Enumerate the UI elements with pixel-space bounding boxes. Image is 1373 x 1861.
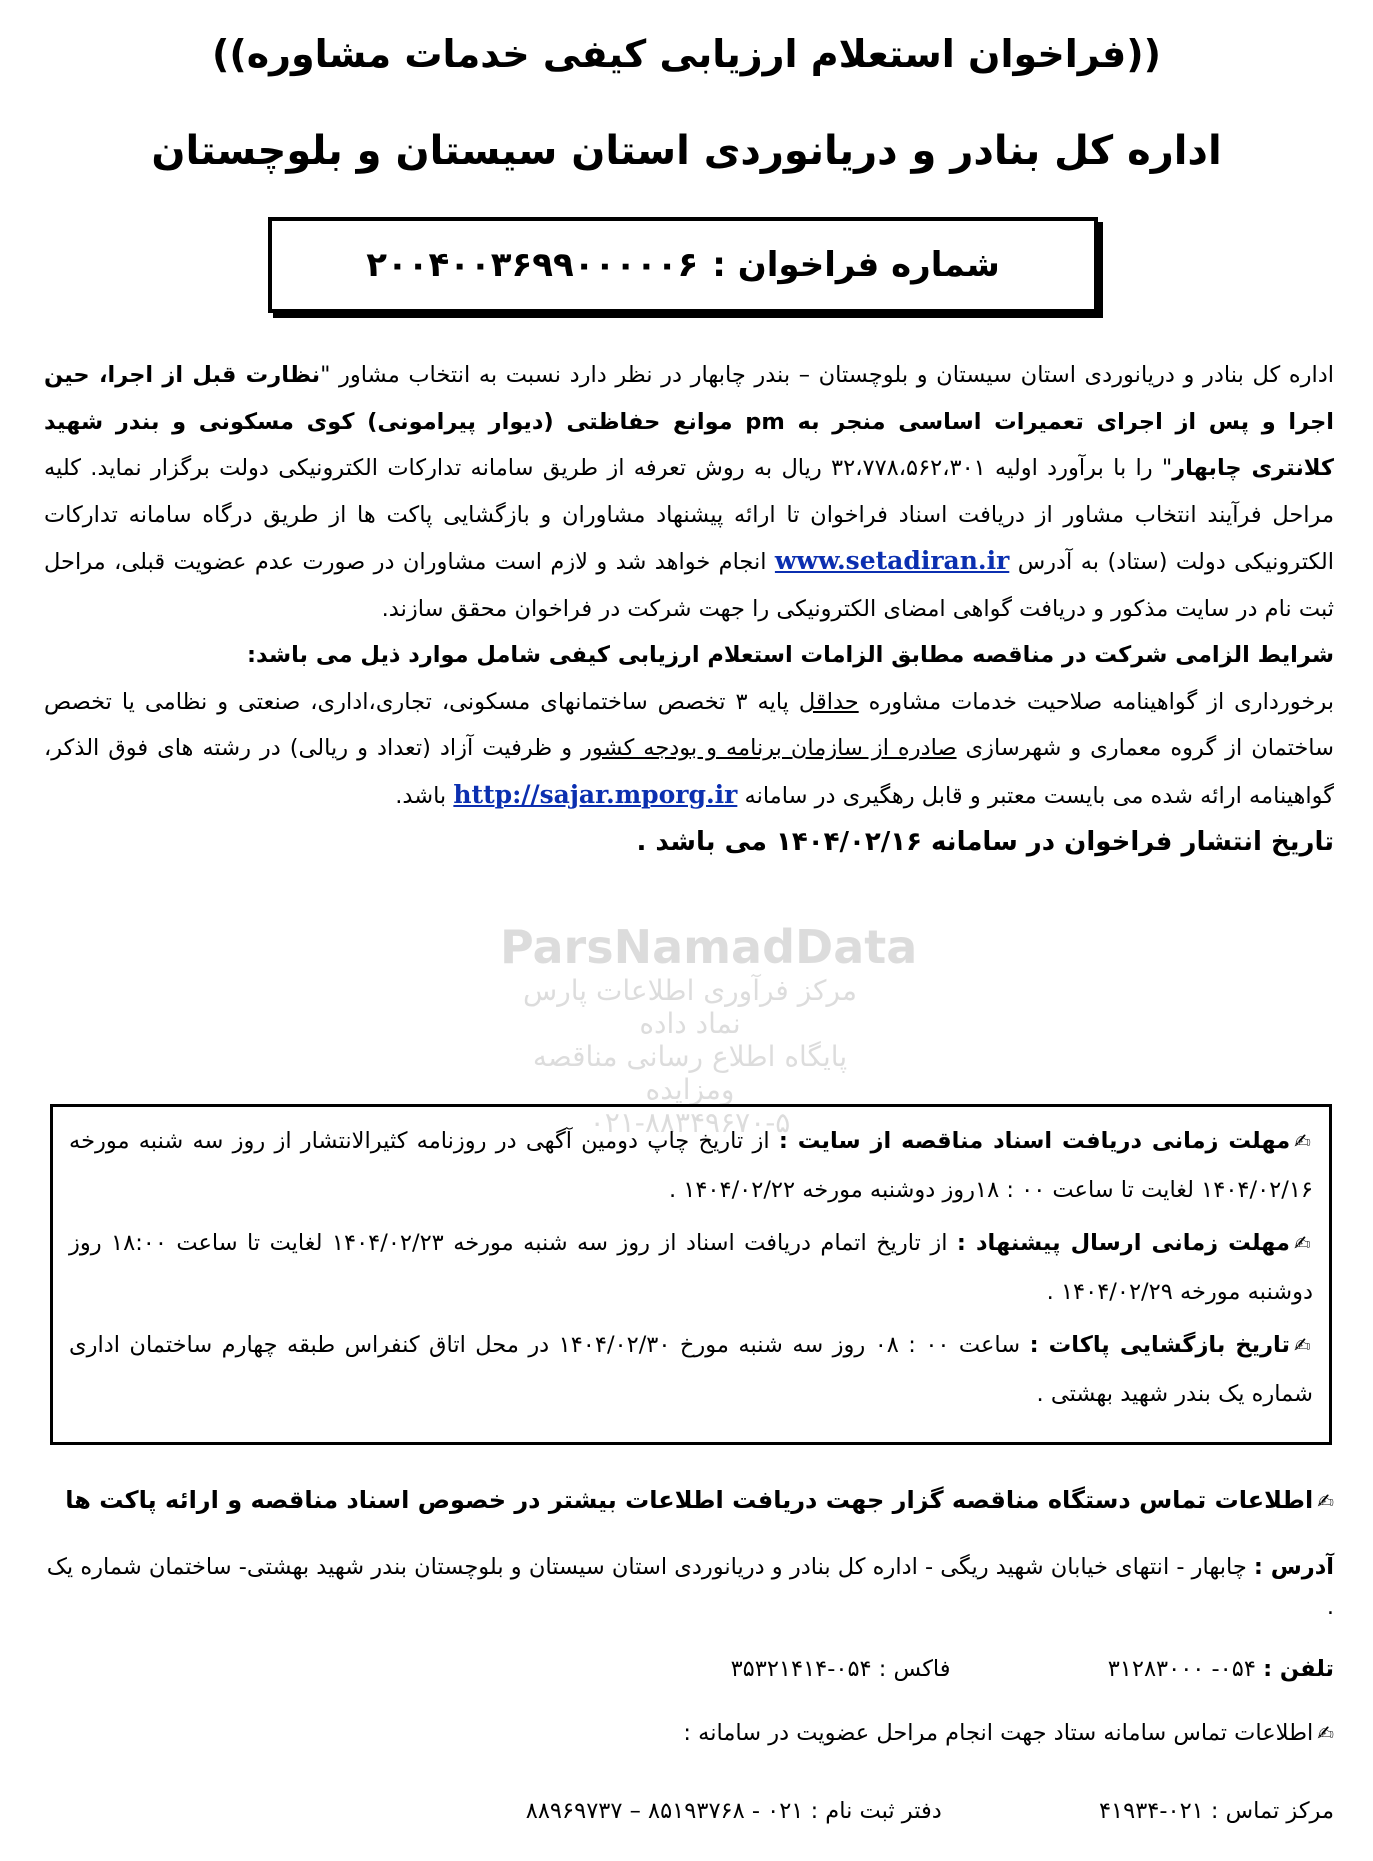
center-label: مرکز تماس : bbox=[1210, 1798, 1334, 1824]
deadline-documents-text: از تاریخ چاپ دومین آگهی در روزنامه کثیرالانتشار از روز سه شنبه مورخه ۱۴۰۴/۰۲/۱۶ لغایت تا ساعت ۰۰ : ۱۸روز دوشنبه مورخه ۱۴۰۴/۰۲/۲۲ . bbox=[69, 1128, 1313, 1203]
cond-part-1: برخورداری از گواهینامه صلاحیت خدمات مشاوره bbox=[868, 688, 1335, 715]
project-title: نظارت قبل از اجرا، حین اجرا و پس از اجرای تعمیرات اساسی منجر به pm موانع حفاظتی (دیوار پیرامونی) کوی مسکونی و بندر شهید کلانتری چابهار bbox=[44, 362, 1334, 481]
deadline-opening-label: تاریخ بازگشایی پاکات : bbox=[1029, 1332, 1290, 1358]
pen-icon: ✍ bbox=[1293, 1231, 1313, 1255]
setad-contact-heading-text: اطلاعات تماس سامانه ستاد جهت انجام مراحل عضویت در سامانه : bbox=[683, 1720, 1314, 1746]
deadline-documents bbox=[69, 1117, 1313, 1215]
pen-icon: ✍ bbox=[1317, 1489, 1334, 1513]
deadline-proposal-text: از تاریخ اتمام دریافت اسناد از روز سه شنبه مورخه ۱۴۰۴/۰۲/۲۳ لغایت تا ساعت ۱۸:۰۰ روز دوشنبه مورخه ۱۴۰۴/۰۲/۲۹ . bbox=[69, 1230, 1313, 1305]
center-value: ۰۲۱-۴۱۹۳۴ bbox=[1098, 1798, 1204, 1824]
intro-start: اداره کل بنادر و دریانوردی استان سیستان و بلوچستان – بندر چابهار در نظر دارد نسبت به انتخاب مشاور " bbox=[320, 362, 1334, 388]
address-line bbox=[44, 1547, 1334, 1627]
deadline-proposal bbox=[69, 1219, 1313, 1317]
conditions-paragraph bbox=[44, 679, 1334, 820]
cond-issuer: صادره از سازمان برنامه و بودجه کشور bbox=[581, 735, 957, 761]
office-label: دفتر ثبت نام : bbox=[810, 1798, 942, 1824]
phone-label: تلفن : bbox=[1263, 1656, 1334, 1682]
intro-paragraph bbox=[44, 352, 1334, 632]
pen-icon: ✍ bbox=[1293, 1333, 1313, 1357]
setad-link[interactable]: www.setadiran.ir bbox=[774, 546, 1010, 575]
call-number-value: ۲۰۰۴۰۰۳۶۹۹۰۰۰۰۰۶ bbox=[366, 245, 699, 285]
intro-end: " را با برآورد اولیه ۳۲،۷۷۸،۵۶۲،۳۰۱ ریال به روش تعرفه از طریق سامانه تدارکات الکترونیکی دولت برگزار نماید. کلیه مراحل فرآیند انتخاب مشاور از دریافت اسناد فراخوان تا ارائه پیشنهاد مشاوران و بازگشایی پاکت ها از طریق درگاه سامانه تدارکات الکترونیکی دولت (ستاد) به آدرس bbox=[44, 455, 1335, 575]
deadlines-box bbox=[50, 1104, 1332, 1445]
cond-end: باشد. bbox=[395, 782, 447, 809]
address-label: آدرس : bbox=[1253, 1554, 1334, 1580]
phone-value: ۰۵۴- ۳۱۲۸۳۰۰۰ bbox=[1107, 1656, 1256, 1682]
fax-value: ۰۵۴-۳۵۳۲۱۴۱۴ bbox=[730, 1656, 872, 1682]
call-number-label: شماره فراخوان : bbox=[712, 245, 1000, 285]
organization-title: اداره کل بنادر و دریانوردی استان سیستان و بلوچستان bbox=[151, 128, 1222, 174]
address-text: چابهار - انتهای خیابان شهید ریگی - اداره کل بنادر و دریانوردی استان سیستان و بلوچستان بندر شهید بهشتی- ساختمان شماره یک . bbox=[46, 1554, 1334, 1620]
watermark-line3: ۰۲۱-۸۸۳۴۹۶۷۰-۵ bbox=[589, 1106, 791, 1139]
center-office-line bbox=[44, 1791, 1334, 1831]
conditions-heading: شرایط الزامی شرکت در مناقصه مطابق الزامات استعلام ارزیابی کیفی شامل موارد ذیل می باشد: bbox=[246, 642, 1334, 668]
deadline-opening bbox=[69, 1321, 1313, 1419]
notice-title: ((فراخوان استعلام ارزیابی کیفی خدمات مشاوره)) bbox=[211, 32, 1162, 76]
contact-section bbox=[44, 1480, 1334, 1831]
office-value: ۰۲۱ - ۸۵۱۹۳۷۶۸ – ۸۸۹۶۹۷۳۷ bbox=[525, 1798, 804, 1824]
phone-fax-line bbox=[44, 1649, 1334, 1689]
cond-minimum: حداقل bbox=[798, 688, 859, 715]
deadline-proposal-label: مهلت زمانی ارسال پیشنهاد : bbox=[956, 1230, 1290, 1256]
watermark-brand: ParsNamadData bbox=[500, 920, 918, 974]
contact-heading-text: اطلاعات تماس دستگاه مناقصه گزار جهت دریافت اطلاعات بیشتر در خصوص اسناد مناقصه و ارائه پاکت ها bbox=[65, 1486, 1314, 1514]
call-number-box bbox=[268, 217, 1098, 313]
deadline-documents-label: مهلت زمانی دریافت اسناد مناقصه از سایت : bbox=[778, 1128, 1291, 1154]
notice-body bbox=[44, 352, 1334, 866]
watermark-line1: مرکز فرآوری اطلاعات پارس نماد داده bbox=[523, 974, 857, 1040]
pen-icon: ✍ bbox=[1317, 1721, 1334, 1745]
cond-part-3: و ظرفیت آزاد (تعداد و ریالی) در رشته های فوق الذکر، گواهینامه ارائه شده می بایست معتبر و قابل رهگیری در سامانه bbox=[44, 735, 1334, 809]
pen-icon: ✍ bbox=[1294, 1129, 1313, 1153]
publish-date: تاریخ انتشار فراخوان در سامانه ۱۴۰۴/۰۲/۱۶ می باشد . bbox=[636, 827, 1334, 857]
contact-heading bbox=[44, 1480, 1334, 1521]
sajar-link[interactable]: http://sajar.mporg.ir bbox=[453, 779, 738, 809]
deadline-opening-text: ساعت ۰۰ : ۰۸ روز سه شنبه مورخ ۱۴۰۴/۰۲/۳۰ در محل اتاق کنفراس طبقه چهارم ساختمان اداری شماره یک بندر شهید بهشتی . bbox=[69, 1332, 1313, 1407]
cond-part-2: پایه ۳ تخصص ساختمانهای مسکونی، تجاری،اداری، صنعتی و نظامی یا تخصص ساختمان از گروه معماری و شهرسازی bbox=[44, 688, 1335, 761]
fax-label: فاکس : bbox=[878, 1656, 951, 1682]
setad-contact-heading bbox=[44, 1713, 1334, 1753]
intro-tail: انجام خواهد شد و لازم است مشاوران در صورت عدم عضویت قبلی، مراحل ثبت نام در سایت مذکور و دریافت گواهی امضای الکترونیکی را جهت شرکت در فراخوان محقق سازند. bbox=[44, 549, 1334, 622]
watermark-line2: پایگاه اطلاع رسانی مناقصه ومزایده bbox=[532, 1040, 848, 1106]
